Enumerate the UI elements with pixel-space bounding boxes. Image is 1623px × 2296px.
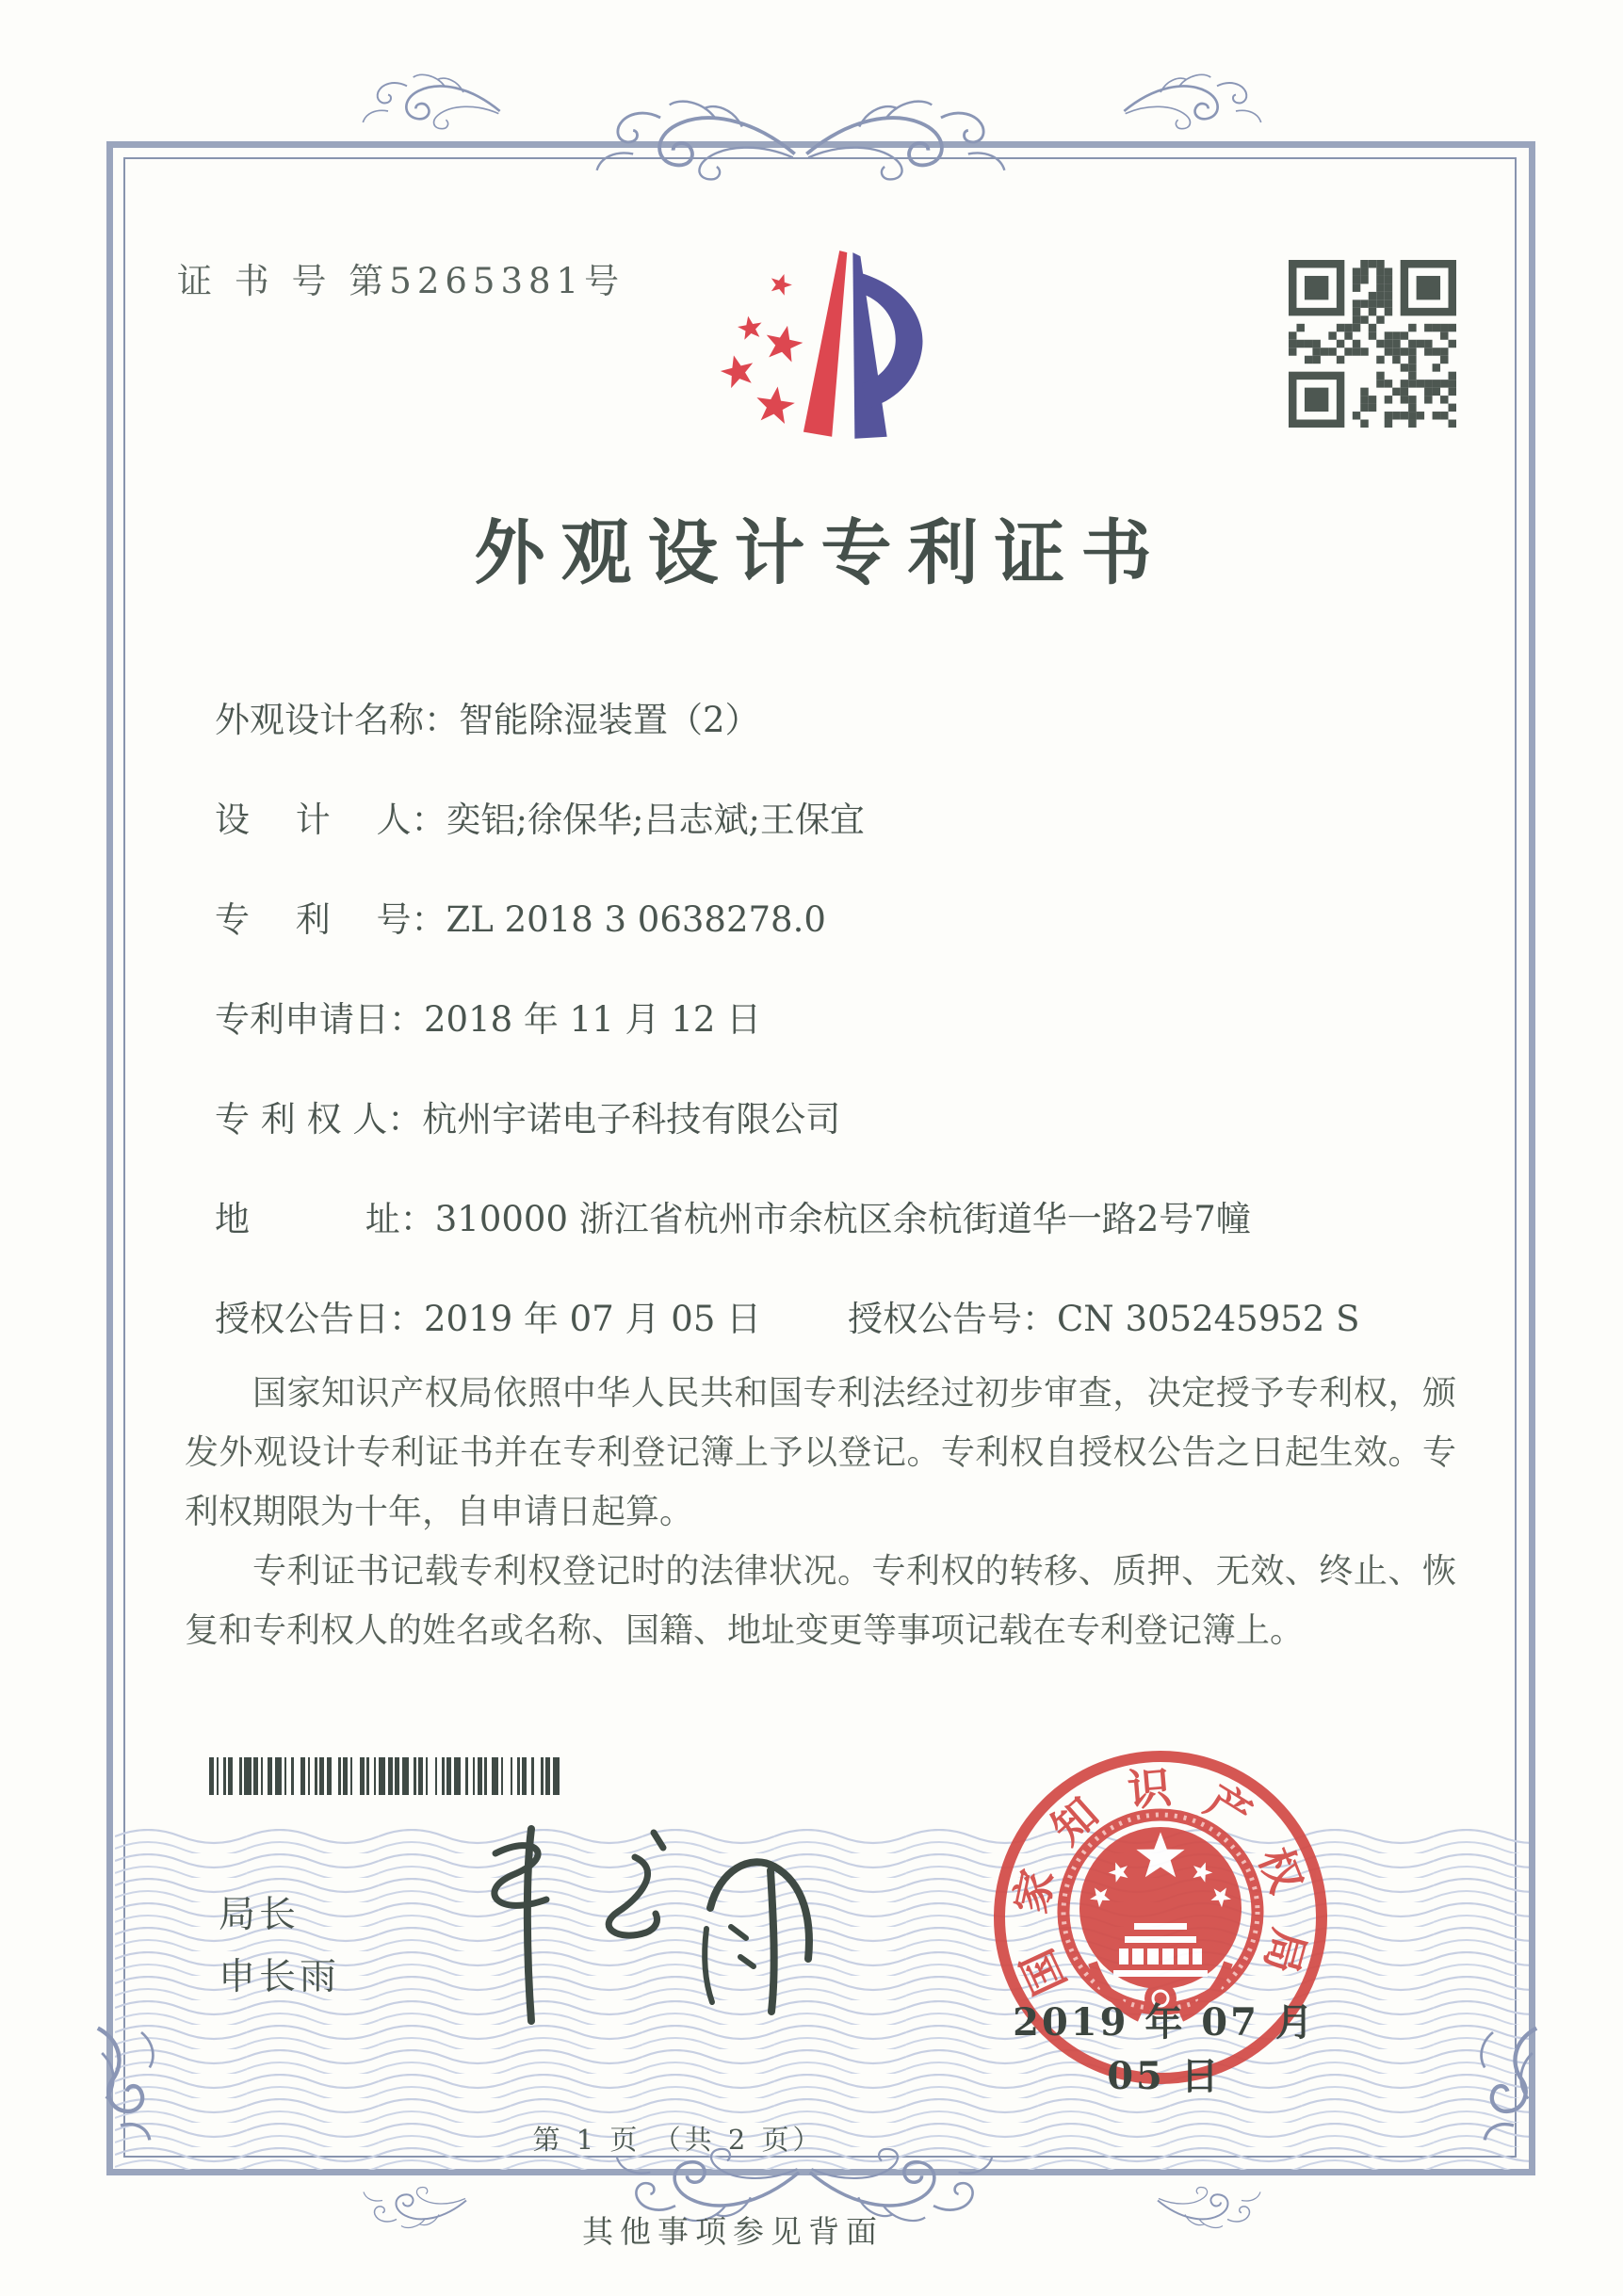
certificate-number: 证 书 号 第5265381号: [177, 261, 625, 301]
director-signature: [441, 1816, 861, 2042]
svg-text:家: 家: [1004, 1865, 1063, 1918]
top-left-ornament: [350, 49, 501, 154]
bottom-left-corner-ornament: [89, 2006, 193, 2162]
barcode: [209, 1757, 560, 1795]
director-name: 申长雨: [219, 1956, 341, 1998]
field-patent-number: [215, 899, 1468, 940]
field-design-name: [215, 700, 1468, 740]
field-label: 专 利 号：: [215, 899, 446, 940]
grant-date-value: 2019 年 07 月 05 日: [424, 1299, 762, 1339]
field-value: 奕铝;徐保华;吕志斌;王保宜: [446, 800, 865, 840]
field-value: 智能除湿装置（2）: [459, 700, 760, 740]
page-indicator: 第 1 页 （共 2 页）: [532, 2124, 824, 2156]
back-side-note: 其他事项参见背面: [582, 2213, 884, 2250]
field-label: 设 计 人：: [215, 800, 446, 840]
seal-date: 2019 年 07 月 05 日: [1013, 2000, 1316, 2098]
svg-text:国: 国: [1011, 1941, 1077, 2003]
qr-code: [1289, 260, 1456, 428]
legal-paragraph-1: 国家知识产权局依照中华人民共和国专利法经过初步审查，决定授予专利权，颁发外观设计专利证书并在专利登记簿上予以登记。专利权自授权公告之日起生效。专利权期限为十年，自申请日起算。: [185, 1374, 1456, 1531]
legal-paragraph-2: 专利证书记载专利权登记时的法律状况。专利权的转移、质押、无效、终止、恢复和专利权人的姓名或名称、国籍、地址变更等事项记载在专利登记簿上。: [185, 1552, 1456, 1650]
logo-red-blade: [803, 251, 847, 437]
certificate-fields: [215, 700, 1468, 1401]
field-label: 地 址：: [215, 1199, 435, 1239]
field-label: 专利申请日：: [215, 999, 424, 1040]
field-address: [215, 1199, 1468, 1239]
field-value: 2018 年 11 月 12 日: [424, 999, 762, 1040]
field-label: 专 利 权 人：: [215, 1099, 423, 1140]
svg-text:知: 知: [1041, 1787, 1109, 1855]
bottom-left-flourish: [354, 2162, 467, 2253]
field-label: 外观设计名称：: [215, 700, 459, 740]
svg-text:权: 权: [1248, 1840, 1313, 1900]
svg-text:局: 局: [1255, 1923, 1316, 1980]
certificate-title: 外观设计专利证书: [474, 511, 1168, 594]
field-grant-row: [215, 1299, 1468, 1339]
top-right-ornament: [1123, 49, 1274, 154]
field-value: 310000 浙江省杭州市余杭区余杭街道华一路2号7幢: [434, 1199, 1251, 1239]
director-block: [219, 1894, 341, 2021]
grant-number-label: 授权公告号：: [848, 1299, 1057, 1339]
field-filing-date: [215, 999, 1468, 1040]
top-center-ornament: [565, 90, 1036, 190]
grant-number: [848, 1299, 1360, 1339]
svg-text:产: 产: [1196, 1774, 1260, 1841]
bottom-right-flourish: [1157, 2162, 1270, 2253]
grant-date-label: 授权公告日：: [215, 1299, 424, 1339]
legal-text: [185, 1364, 1456, 1660]
field-value: ZL 2018 3 0638278.0: [446, 899, 826, 940]
field-patentee: [215, 1099, 1468, 1140]
director-title: 局长: [219, 1894, 300, 1936]
logo-stars: [718, 270, 806, 425]
svg-text:识: 识: [1126, 1761, 1174, 1817]
field-value: 杭州宇诺电子科技有限公司: [422, 1099, 841, 1140]
bottom-right-corner-ornament: [1441, 2006, 1545, 2162]
cnipa-logo: [690, 235, 933, 473]
field-designers: [215, 802, 1468, 838]
national-emblem: [1063, 1815, 1258, 2017]
grant-number-value: CN 305245952 S: [1057, 1299, 1360, 1339]
